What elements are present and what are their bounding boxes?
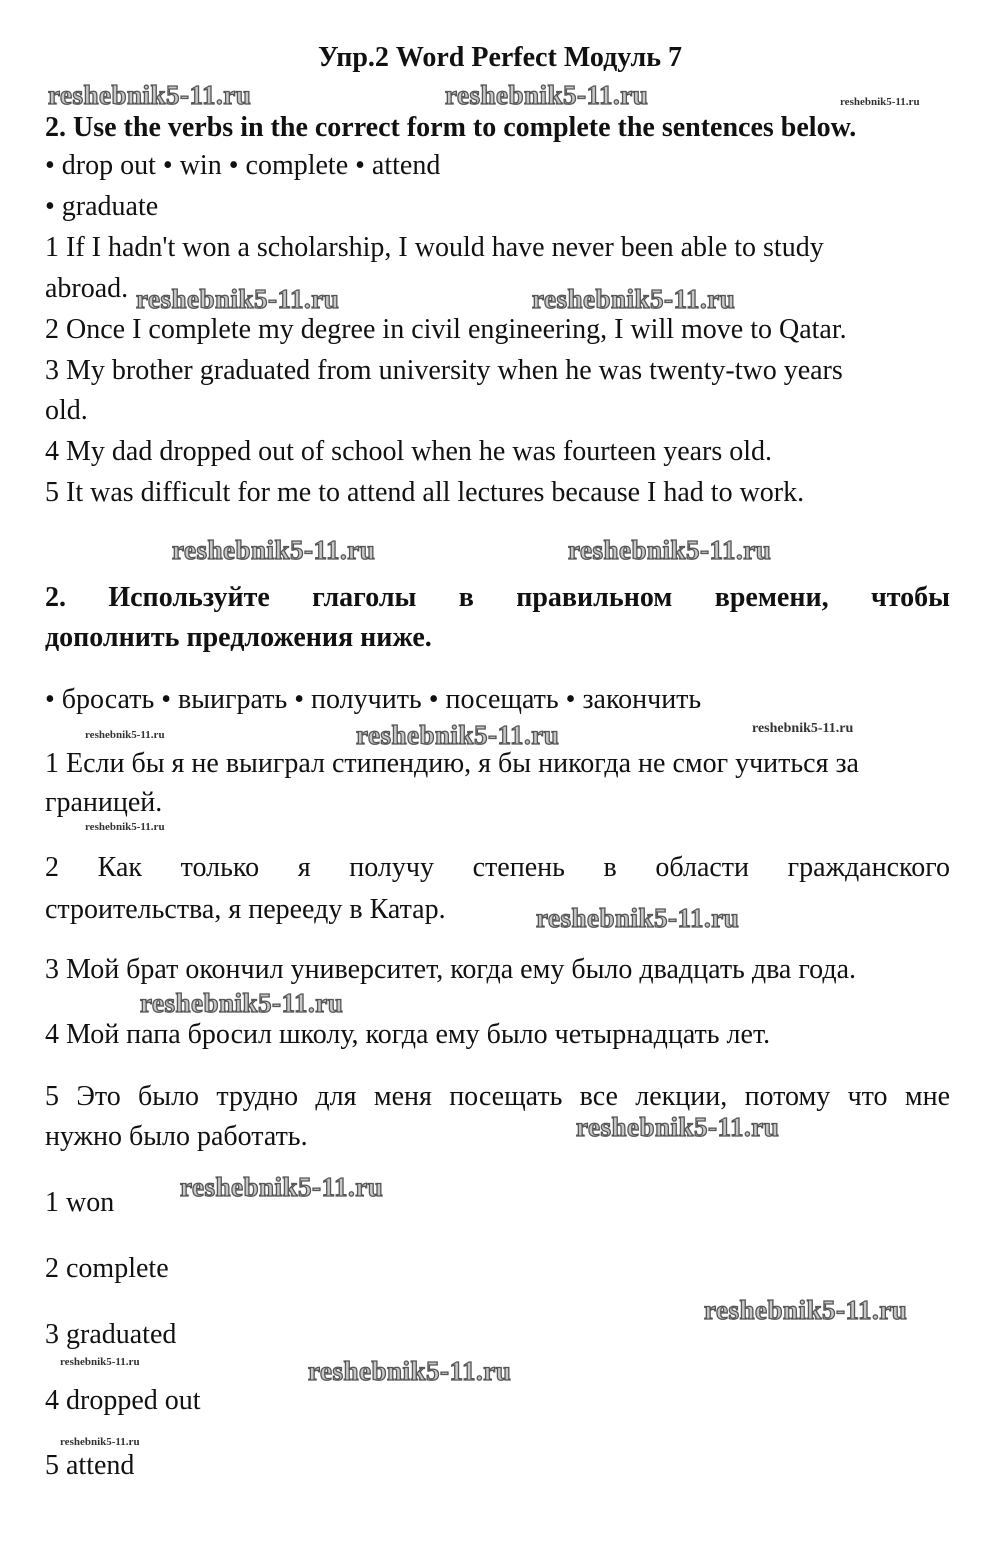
sentence: old. xyxy=(45,395,88,426)
watermark: reshebnik5-11.ru xyxy=(445,80,649,110)
watermark: reshebnik5-11.ru xyxy=(136,284,340,314)
sentence: 2 Как только я получу степень в области гражданского xyxy=(45,852,950,883)
watermark: reshebnik5-11.ru xyxy=(48,80,252,110)
watermark: reshebnik5-11.ru xyxy=(536,903,740,933)
watermark: reshebnik5-11.ru xyxy=(840,96,920,108)
answer: 3 graduated xyxy=(45,1319,177,1350)
watermark: reshebnik5-11.ru xyxy=(752,721,854,736)
watermark: reshebnik5-11.ru xyxy=(60,1356,140,1368)
sentence: 3 Мой брат окончил университет, когда ему было двадцать два года. xyxy=(45,954,857,985)
sentence: 2 Once I complete my degree in civil engineering, I will move to Qatar. xyxy=(45,314,847,345)
page-title: Упр.2 Word Perfect Модуль 7 xyxy=(317,42,683,73)
sentence: 1 If I hadn't won a scholarship, I would have never been able to study xyxy=(45,232,824,263)
answer: 5 attend xyxy=(45,1450,135,1481)
sentence: abroad. xyxy=(45,273,129,304)
answer: 2 complete xyxy=(45,1253,169,1284)
watermark: reshebnik5-11.ru xyxy=(60,1436,140,1448)
watermark: reshebnik5-11.ru xyxy=(704,1295,908,1325)
watermark: reshebnik5-11.ru xyxy=(576,1112,780,1142)
watermark: reshebnik5-11.ru xyxy=(85,821,165,833)
watermark: reshebnik5-11.ru xyxy=(532,284,736,314)
answer: 4 dropped out xyxy=(45,1385,201,1416)
sentence: 5 It was difficult for me to attend all lectures because I had to work. xyxy=(45,477,805,508)
sentence: 4 My dad dropped out of school when he was fourteen years old. xyxy=(45,436,773,467)
watermark: reshebnik5-11.ru xyxy=(85,729,165,741)
watermark: reshebnik5-11.ru xyxy=(356,720,560,750)
word-list: • graduate xyxy=(45,191,159,222)
sentence: 4 Мой папа бросил школу, когда ему было четырнадцать лет. xyxy=(45,1019,771,1050)
word-list: • бросать • выиграть • получить • посещать • закончить xyxy=(45,684,702,715)
word-list: • drop out • win • complete • attend xyxy=(45,150,441,181)
sentence: 1 Если бы я не выиграл стипендию, я бы никогда не смог учиться за xyxy=(45,748,859,779)
watermark: reshebnik5-11.ru xyxy=(180,1172,384,1202)
english-heading: 2. Use the verbs in the correct form to complete the sentences below. xyxy=(45,112,857,143)
watermark: reshebnik5-11.ru xyxy=(140,988,344,1018)
russian-heading: 2. Используйте глаголы в правильном времени, чтобы xyxy=(45,582,950,613)
russian-heading: дополнить предложения ниже. xyxy=(45,622,432,653)
watermark: reshebnik5-11.ru xyxy=(308,1356,512,1386)
sentence: границей. xyxy=(45,787,163,818)
sentence: строительства, я перееду в Катар. xyxy=(45,894,446,925)
sentence: 3 My brother graduated from university when he was twenty-two years xyxy=(45,355,843,386)
watermark: reshebnik5-11.ru xyxy=(172,535,376,565)
answer: 1 won xyxy=(45,1187,115,1218)
sentence: 5 Это было трудно для меня посещать все лекции, потому что мне xyxy=(45,1081,950,1112)
sentence: нужно было работать. xyxy=(45,1121,308,1152)
watermark: reshebnik5-11.ru xyxy=(568,535,772,565)
